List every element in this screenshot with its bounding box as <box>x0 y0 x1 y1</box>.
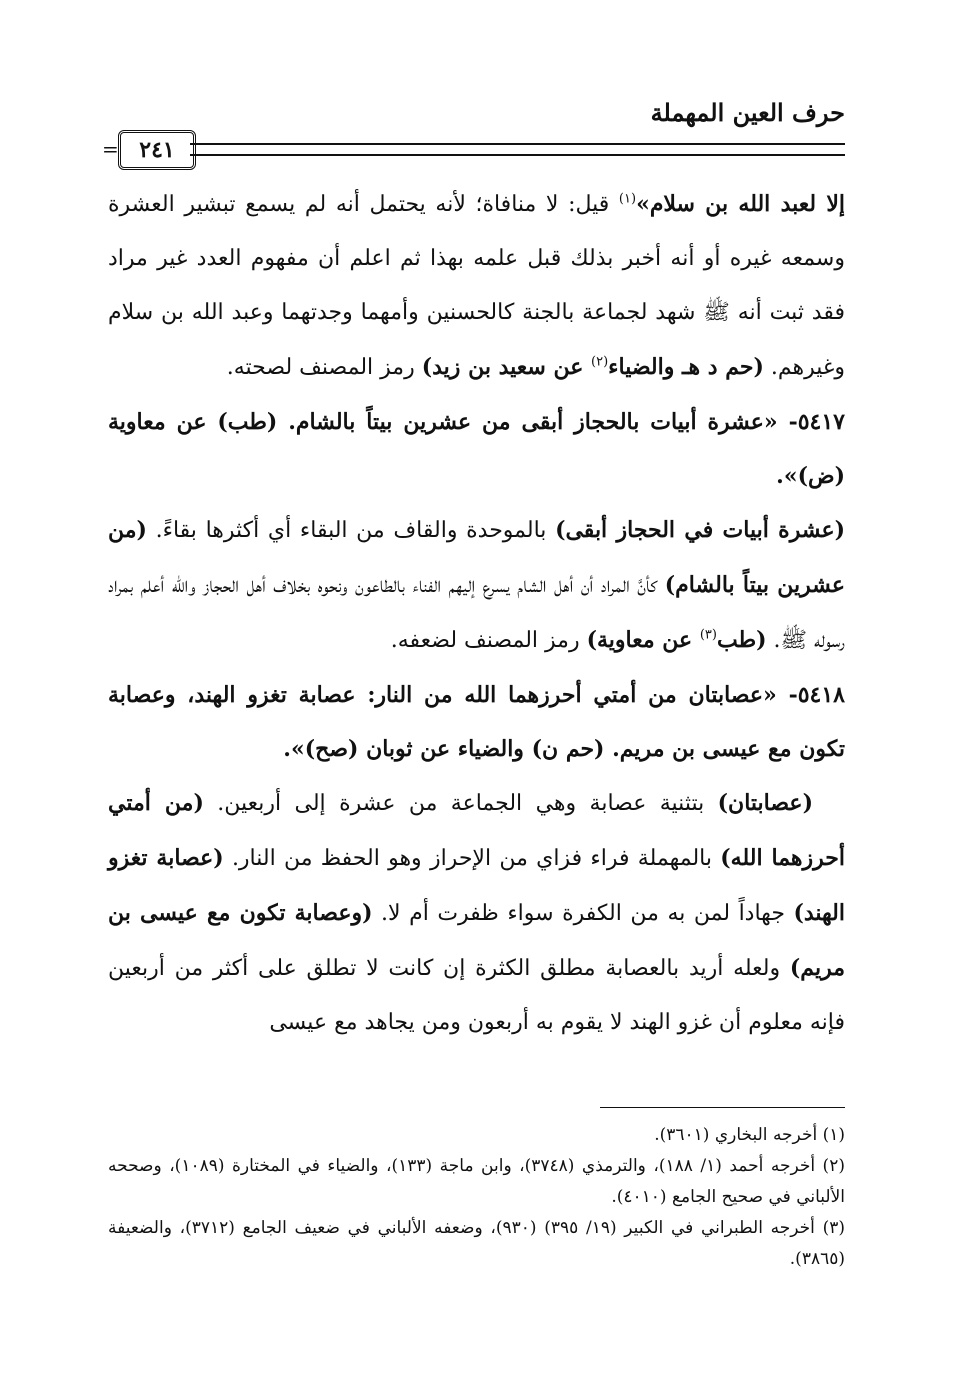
footnote-1: (١) أخرجه البخاري (٣٦٠١). <box>654 1125 845 1145</box>
page-number: ٢٤١ <box>139 137 175 163</box>
p3-text-3: جهاداً لمن به من الكفرة سواء ظفرت أم لا. <box>372 901 794 926</box>
p1-bold-end: عن سعيد بن زيد) <box>421 354 592 380</box>
p2-bold-2: (من عشرين بيتاً بالشام) <box>108 517 845 598</box>
paragraph-3 <box>108 776 845 1050</box>
page-number-mark: = <box>102 137 119 161</box>
p3-text-2: بالمهملة فراء فزاي من الإحراز وهو الحفظ من النار. <box>223 846 721 871</box>
footnote-3: (٣) أخرجه الطبراني في الكبير (١٩/ ٣٩٥) (٩٣٠)، وضعفه الألباني في ضعيف الجامع (٣٧١٢)، والضعيفة (٣٨٦٥). <box>108 1218 845 1269</box>
main-text <box>108 177 845 1050</box>
p2-text-2: كأنَّ المراد أن أهل الشام يسرع إليهم الفناء بالطاعون ونحوه بخلاف أهل الحجاز والله أعلم بمراد رسوله ﷺ. <box>108 573 845 653</box>
p1-bold-start: إلا لعبد الله بن سلام» <box>636 191 845 217</box>
p2-text-3: رمز المصنف لضعفه. <box>390 628 587 653</box>
running-header-title: حرف العين المهملة <box>650 98 845 127</box>
p2-bold-4: عن معاوية) <box>586 627 700 653</box>
footnote-ref-2: (٢) <box>591 354 609 370</box>
page-number-box <box>118 130 196 170</box>
p1-text-1: قيل: لا منافاة؛ لأنه يحتمل أنه لم يسمع تبشير العشرة وسمعه غيره أو أنه أخبر بذلك قبل علمه بهذا ثم اعلم أن مفهوم العدد غير مراد فقد ثبت أنه ﷺ شهد لجماعة بالجنة كالحسنين وأمهما وجدتهما وعبد الله بن سلام وغيرهم. <box>108 192 845 380</box>
p3-text-1: بتثنية عصابة وهي الجماعة من عشرة إلى أربعين. <box>203 791 718 816</box>
paragraph-2 <box>108 503 845 668</box>
p2-text-1: بالموحدة والقاف من البقاء أي أكثرها بقاءً. <box>146 518 556 543</box>
p3-bold-3: (عصابة تغزو الهند) <box>108 845 845 926</box>
p3-bold-1: (عصابتان) <box>717 790 813 816</box>
footnotes <box>108 1120 845 1275</box>
header-double-rule <box>190 143 845 156</box>
hadith-entry-5418: ٥٤١٨- «عصابتان من أمتي أحرزهما الله من النار: عصابة تغزو الهند، وعصابة تكون مع عيسى بن مريم. (حم ن) والضياء عن ثوبان (صح)». <box>108 682 845 762</box>
p1-text-2: رمز المصنف لصحته. <box>226 355 422 380</box>
footnote-ref-3: (٣) <box>699 627 717 643</box>
hadith-entry-5417: ٥٤١٧- «عشرة أبيات بالحجاز أبقى من عشرين بيتاً بالشام. (طب) عن معاوية (ض)». <box>108 409 845 489</box>
paragraph-1 <box>108 177 845 395</box>
p1-bold-mid: (حم د هـ والضياء <box>608 354 764 380</box>
p2-bold-3: (طب <box>716 627 767 653</box>
footnote-ref-1: (١) <box>618 191 637 207</box>
footnote-2: (٢) أخرجه أحمد (١/ ١٨٨)، والترمذي (٣٧٤٨)، وابن ماجة (١٣٣)، والضياء في المختارة (١٠٨٩)، وصححه الألباني في صحيح الجامع (٤٠١٠). <box>108 1156 845 1207</box>
p3-bold-2: (من أمتي أحرزهما الله) <box>108 790 845 871</box>
p2-bold-1: (عشرة أبيات في الحجاز أبقى) <box>555 517 845 543</box>
p3-bold-4: (وعصابة تكون مع عيسى بن مريم) <box>108 900 845 981</box>
footnote-separator <box>600 1107 845 1108</box>
p3-text-4: ولعله أريد بالعصابة مطلق الكثرة إن كانت لا تطلق على أكثر من أربعين فإنه معلوم أن غزو الهند لا يقوم به أربعون ومن يجاهد مع عيسى <box>108 956 845 1035</box>
